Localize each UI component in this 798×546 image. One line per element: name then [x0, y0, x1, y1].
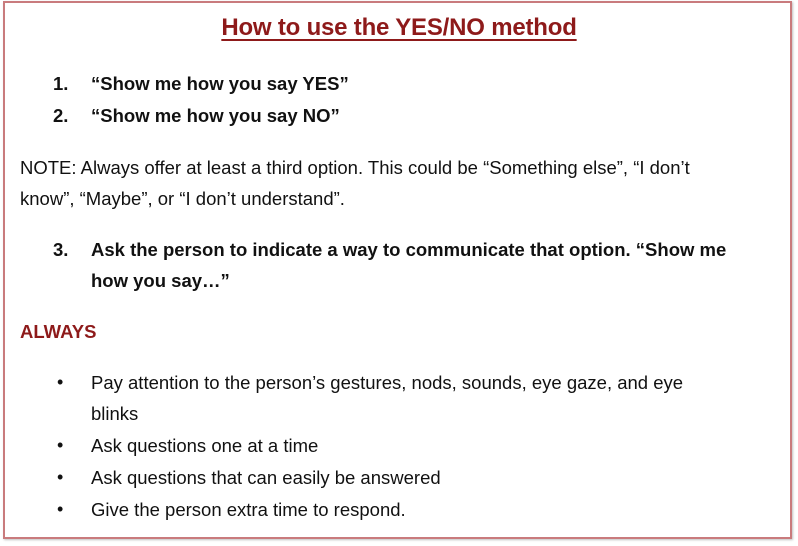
bullet-icon: •: [57, 467, 64, 487]
always-item-2: Ask questions one at a time: [91, 435, 319, 456]
step-3-number: 3.: [53, 239, 69, 260]
always-item-1-line-2: blinks: [91, 403, 139, 424]
step-2-number: 2.: [53, 105, 69, 126]
note-line-1: NOTE: Always offer at least a third option. This could be “Something else”, “I don’t: [20, 157, 690, 178]
bullet-icon: •: [57, 499, 64, 519]
page-title: How to use the YES/NO method: [221, 14, 577, 41]
step-2-text: “Show me how you say NO”: [91, 105, 340, 126]
note-line-2: know”, “Maybe”, or “I don’t understand”.: [20, 188, 345, 209]
always-heading: ALWAYS: [20, 321, 97, 342]
bullet-icon: •: [57, 372, 64, 392]
step-1-number: 1.: [53, 73, 69, 94]
always-item-4: Give the person extra time to respond.: [91, 499, 406, 520]
bullet-icon: •: [57, 435, 64, 455]
always-item-3: Ask questions that can easily be answered: [91, 467, 441, 488]
always-item-1-line-1: Pay attention to the person’s gestures, nods, sounds, eye gaze, and eye: [91, 372, 684, 393]
step-1-text: “Show me how you say YES”: [91, 73, 349, 94]
step-3-text-line-2: how you say…”: [91, 270, 230, 291]
step-3-text-line-1: Ask the person to indicate a way to communicate that option. “Show me: [91, 239, 727, 260]
